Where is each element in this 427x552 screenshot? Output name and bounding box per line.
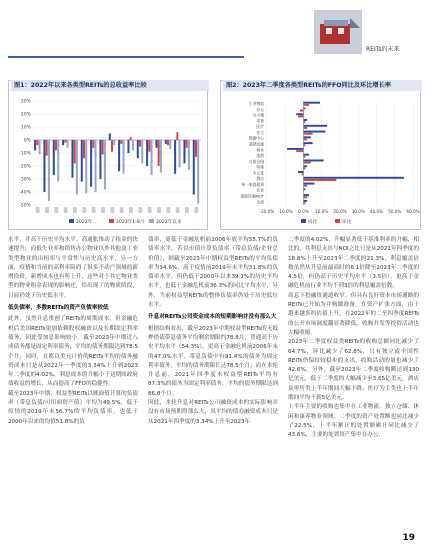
bar	[90, 140, 92, 187]
bar	[304, 185, 308, 187]
category-label: 零售	[256, 118, 264, 124]
bar	[304, 125, 328, 127]
bar	[123, 140, 125, 174]
bar	[102, 140, 104, 154]
bar	[55, 140, 57, 150]
category-label: 数据中心	[248, 135, 264, 141]
x-tick-label-placeholder	[101, 207, 105, 213]
x-tick-label-placeholder	[138, 207, 142, 213]
paragraph: 水平，并高于历史平均水平。高通胀推动了租金的快速提升，而低失业率和销售办公物业以外其他及工业类型物业的出租率与平常性与历史高水平，另一方面，疫情和当前的高利率阻碍了很多不动产领域的新增投资，新增成本也有所上升，这些对于其它物业类型的物业租金表现的影响还，给出现了的物质阶段，目前仍处于历史低水平。	[8, 237, 138, 299]
category-label: 住宅	[256, 129, 264, 135]
bar	[109, 134, 111, 141]
bar	[46, 140, 48, 156]
bar	[183, 140, 185, 163]
x-tick-label-placeholder	[45, 207, 49, 213]
figure-2	[220, 80, 421, 230]
category-label: 基础设施	[248, 141, 264, 147]
bar	[48, 140, 50, 201]
bar	[71, 140, 73, 178]
y-tick-label: -40%	[19, 190, 31, 196]
legend-swatch	[69, 219, 74, 223]
bar	[304, 162, 311, 164]
bar	[160, 140, 162, 173]
paragraph: 因此，本轮升息对REITs公司融资成本的实际影响并没有市场预期得那么大，其平均的债券融资成本只是从2021年四季度的3.34%上升至2023年	[148, 400, 278, 425]
x-tick-label-placeholder	[64, 207, 68, 213]
bar	[99, 140, 101, 179]
bar	[304, 202, 306, 204]
x-tick-label-placeholder	[110, 207, 114, 213]
x-tick-label-placeholder	[148, 207, 152, 213]
x-tick-label-placeholder	[120, 207, 124, 213]
bar	[141, 140, 143, 163]
bar	[155, 140, 157, 148]
bar	[81, 140, 83, 182]
header-rule	[8, 56, 244, 58]
bar	[113, 140, 115, 145]
bar	[132, 140, 134, 150]
bar	[167, 140, 169, 145]
section-heading: 升息对REITs公司资金成本的短期影响并没有那么大	[148, 314, 277, 321]
paragraph: 根据结构看出，截至2023年中期权益型REITs的无抵押借债带息债务平均剩余期限约78.8月，普通高于历史平均水平（54.3%），更高于金融危机前2006年末的47.0%水平。带息负债中有91.4%的债务为固定利率债务，平均的债务期限长达78.5个月；而在本轮升息前，2021年四季度末权益型REITs平均有87.3%的债务为固定利率债务，平均的债务期限达到86.8个月。	[148, 325, 278, 397]
category-label: 基础设施REIT	[240, 193, 264, 199]
y-tick-label: 0%	[23, 138, 31, 144]
bar	[139, 140, 141, 147]
legend-label: 2022年以来	[156, 220, 182, 225]
bar	[146, 140, 148, 166]
category-label: 写字楼	[252, 112, 264, 118]
paragraph: 上半年主要的收购也集中在工业物流、独立仓储、休闲和康养物业领域。二季度的资产处置额也同比减少了22.5%，上半年累计的处置额累计同比减少了43.6%，主要的处置资产集中在办公、	[288, 404, 419, 439]
bar	[300, 110, 304, 112]
x-tick-label-placeholder	[92, 207, 96, 213]
bar	[304, 196, 308, 198]
y-tick-label: 10%	[20, 125, 31, 131]
bar	[176, 132, 178, 140]
category-label: 度假	[256, 153, 264, 159]
bar	[67, 140, 69, 148]
bar	[193, 140, 195, 195]
bar	[85, 140, 87, 193]
bar	[120, 140, 122, 144]
x-tick-label: 20.0%	[333, 209, 347, 214]
figure-1	[8, 80, 208, 230]
x-tick-label-placeholder	[176, 207, 180, 213]
x-tick-label: 50.0%	[388, 209, 402, 214]
bar	[296, 150, 303, 152]
category-label: 全部	[256, 199, 264, 205]
section-heading: 低负债率，多数REITs的资产负债率较低	[8, 305, 109, 312]
bar	[304, 179, 337, 181]
bar	[148, 140, 150, 152]
bar	[195, 140, 197, 157]
x-tick-label: 0.0%	[298, 209, 309, 214]
bar	[104, 140, 106, 189]
bar	[298, 171, 303, 173]
page-number: 19	[402, 533, 415, 543]
x-tick-label: 60.0%	[406, 209, 420, 214]
column-2	[148, 236, 278, 427]
bar	[74, 140, 76, 163]
bar	[62, 140, 64, 145]
bar	[137, 140, 139, 158]
bar	[296, 113, 303, 115]
column-3	[288, 236, 419, 441]
figure-2-chart	[221, 93, 418, 229]
bar	[34, 140, 36, 150]
bar	[83, 140, 85, 158]
y-tick-label: 30%	[20, 99, 31, 105]
category-label: 农业	[256, 187, 264, 193]
figure-2-title: 图2：2023年二季度各类型REITs的FFO同比及环比增长率	[223, 80, 422, 91]
column-1	[8, 236, 138, 427]
y-tick-label: -50%	[19, 203, 31, 209]
bar	[304, 131, 326, 133]
bar	[92, 140, 94, 148]
bar	[111, 140, 113, 152]
figure-1-title: 图1：2022年以来各类型REITs的总收益率比较	[11, 80, 209, 91]
bar	[304, 107, 306, 109]
bar	[169, 140, 171, 149]
bar	[304, 119, 308, 121]
page-header	[0, 0, 427, 62]
category-label: 工业物流	[248, 101, 264, 107]
bar	[57, 140, 59, 182]
bar	[174, 140, 176, 174]
bar	[304, 177, 404, 179]
bar	[304, 102, 320, 104]
bar	[304, 188, 306, 190]
paragraph: 高息下投融资通道收窄，但具有良好资本市场通路的REITs已开始为并购做准备。在资产扩张方面，由于越来越多的估值上升，在2022年的二至四季度REITs的公开市场调度翻显著降低。收购并发等投资活动也大幅收缩。	[288, 292, 419, 336]
bar	[76, 140, 78, 195]
x-tick-label-placeholder	[129, 207, 133, 213]
bar	[298, 115, 303, 117]
bar	[304, 133, 313, 135]
x-tick-label: -10.0%	[277, 209, 293, 214]
bar	[64, 140, 66, 143]
x-tick-label: -20.0%	[259, 209, 275, 214]
bar	[36, 140, 38, 145]
bar	[130, 137, 132, 140]
bar	[304, 139, 308, 141]
paragraph: 二季度的4.02%，升幅显著低于基准利率的升幅，相比的，其利息支出与NOI之比只是从2021年四季度的18.8%上升至2023年二季度的21.3%，利息覆盖倍数虽然从升息前最高时的6.1倍降至2023年二季度的4.5倍，但仍高于历史平均水平（3.5倍），更高于金融危机前行业平均不到3倍的利息覆盖倍数。	[288, 237, 419, 290]
paragraph: 债率，更低于金融危机前2006年底平均55.7%的负债率水平。若以市值计算负债率（带息负债/企业总价值），则截至2023年中期权益型REITs的平均负债率为34.6%，高于疫情前2019年末平均31.8%的负债率水平，但仍低于2000年以来39.1%的历史平均水平，也低于金融危机前36.3%的同比平均水平，另外，当前权益型REITs的整体负债率仍处于历史低位水平。	[148, 237, 278, 309]
bar	[304, 194, 309, 196]
category-label: 医疗	[256, 124, 264, 130]
legend-swatch	[335, 219, 340, 223]
y-tick-label: -10%	[19, 151, 31, 157]
bar	[186, 140, 188, 148]
bar	[39, 140, 41, 154]
bar	[127, 140, 129, 153]
bar	[151, 140, 153, 175]
category-label: 办公	[256, 106, 264, 112]
x-tick-label-placeholder	[194, 207, 198, 213]
bar	[43, 140, 45, 192]
bar	[197, 140, 199, 204]
bar	[53, 140, 55, 175]
bar	[304, 142, 313, 144]
bar	[158, 140, 160, 166]
bar	[304, 127, 308, 129]
legend-label: 环比	[342, 220, 352, 225]
legend-label: 同比	[308, 220, 318, 225]
figure-1-chart	[9, 93, 205, 229]
y-tick-label: -30%	[19, 177, 31, 183]
category-label: 林木	[256, 147, 264, 153]
bar	[304, 156, 306, 158]
paragraph: 此外，虽然升息重创了REITs的周期成本，但金融危机后美国REITs更加依赖股权融资以及长期固定利率债务，因此受加息影响较小。截至2023年中期近八成债务都是固定利率债务，平均的债务期限达到78.5个月，同时，且都以美元计价的REITs平均的债务融资成本只是从2022年一季度的3.34%上升到2023年二季度的4.02%，利息成本的升幅小于这期间政府债收益的增长，从而提高了FFO的稳健性。	[8, 316, 138, 388]
y-tick-label: -20%	[19, 164, 31, 170]
category-label: 特殊	[256, 164, 264, 170]
x-tick-label: 40.0%	[369, 209, 384, 214]
category-label: 单一家庭租赁	[241, 181, 264, 187]
bar	[304, 154, 309, 156]
bar	[179, 140, 181, 167]
bar	[188, 140, 190, 170]
section-title: REITs的未来	[366, 46, 400, 53]
x-tick-label-placeholder	[36, 207, 40, 213]
paragraph: 2023年二季度权益类REITs的收购总额同比减少了64.7%，环比减少了62.8%，只有独立或全国性REITs仍保持较稳步的支出，收购活动的量也减少了42.6%。另外，截至2023年二季度收购额达到130亿美元，低于二季度的大幅减少至3.65亿美元。酒店及零售类上半年期间大幅下降；医疗为主类也上半年期间平均不到5亿美元。	[288, 339, 419, 402]
bar	[304, 121, 306, 123]
bar	[118, 140, 120, 171]
bar	[302, 173, 304, 175]
bar	[165, 140, 167, 144]
paragraph: 截至2023年中期，权益型REITs以账面值计算的负债率（带息负债/可用面资产值）平均为49.5%，低于疫情的2019年末56.7%的平均负债率。也低于2000年以来的均值51.8%的负	[8, 390, 138, 425]
x-tick-label-placeholder	[82, 207, 86, 213]
bar	[304, 104, 309, 106]
legend-label: 2022年	[76, 220, 93, 225]
category-label: 自助仓储	[248, 158, 264, 164]
bar	[287, 148, 303, 150]
x-tick-label-placeholder	[185, 207, 189, 213]
category-label: 多元化	[252, 170, 264, 176]
legend-swatch	[149, 219, 154, 223]
x-tick-label: 10.0%	[315, 209, 329, 214]
bar	[304, 159, 324, 161]
bar	[304, 167, 306, 169]
x-tick-label-placeholder	[54, 207, 58, 213]
legend-swatch	[109, 219, 114, 223]
bar	[304, 191, 305, 193]
legend-label: 2023年1-8月	[116, 220, 145, 225]
bar	[95, 140, 97, 192]
x-tick-label: 30.0%	[351, 209, 365, 214]
bar	[304, 144, 306, 146]
reit-logo-icon	[314, 10, 362, 54]
y-tick-label: 20%	[20, 112, 31, 118]
category-label: 酒店	[256, 176, 264, 182]
bar	[304, 136, 311, 138]
bar	[304, 183, 315, 185]
x-tick-label-placeholder	[73, 207, 77, 213]
x-tick-label-placeholder	[157, 207, 161, 213]
bar	[304, 165, 308, 167]
legend-swatch	[301, 219, 306, 223]
x-tick-label-placeholder	[166, 207, 170, 213]
bar	[304, 200, 308, 202]
